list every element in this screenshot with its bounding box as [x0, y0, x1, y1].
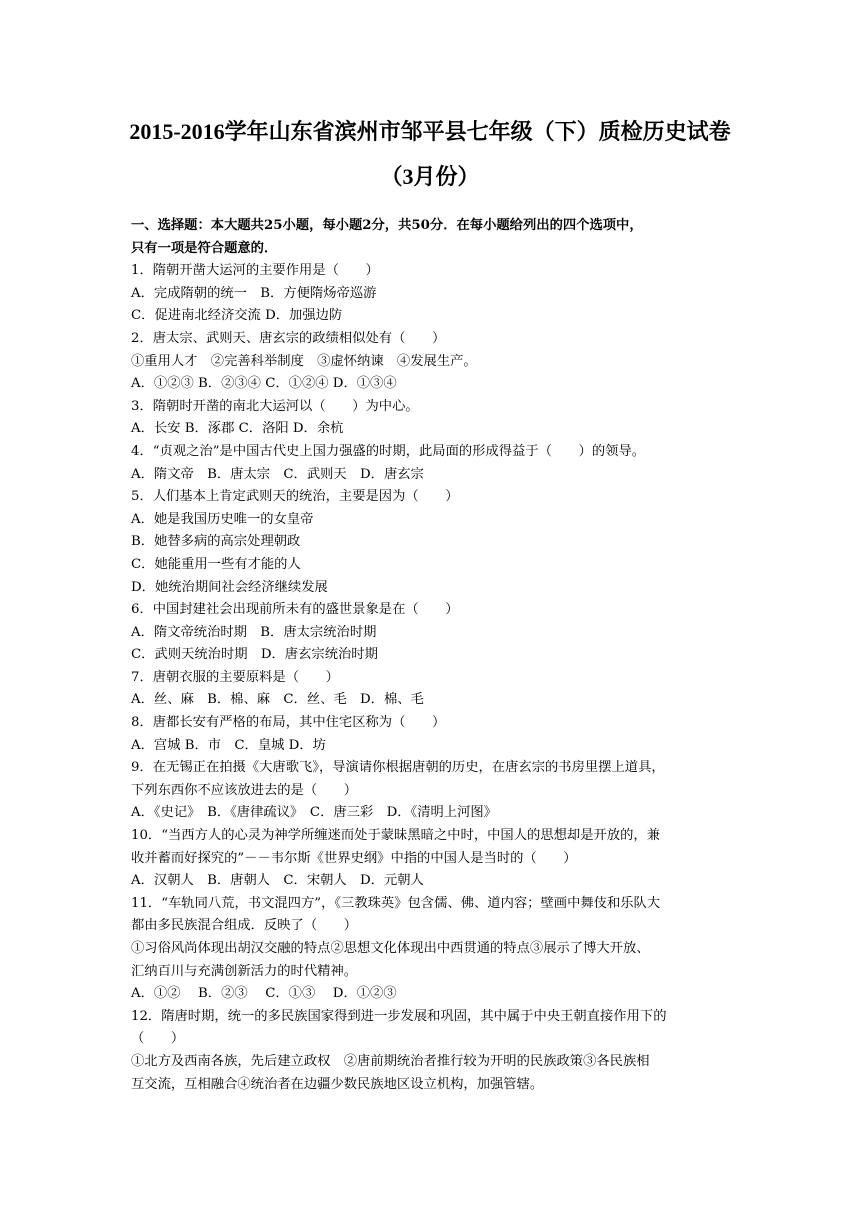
question-text-line: 2．唐太宗、武则天、唐玄宗的政绩相似处有（ ） [131, 330, 446, 346]
exam-content [131, 215, 731, 1096]
question-text-line: A．丝、麻 B．棉、麻 C．丝、毛 D．棉、毛 [131, 692, 424, 708]
question-text-line: 3．隋朝时开凿的南北大运河以（ ）为中心。 [131, 398, 419, 414]
question-text-line: A．宫城 B．市 C．皇城 D．坊 [131, 737, 326, 753]
question-text-line: C．她能重用一些有才能的人 [131, 556, 301, 572]
question-text-line: 9．在无锡正在拍摄《大唐歌飞》，导演请你根据唐朝的历史，在唐玄宗的书房里摆上道具， [131, 760, 665, 776]
question-text-line: 10．“当西方人的心灵为神学所缠迷而处于蒙昧黑暗之中时，中国人的思想却是开放的，兼 [131, 828, 660, 844]
question-text-line: A．完成隋朝的统一 B．方便隋炀帝巡游 [131, 285, 377, 301]
question-text-line: ①重用人才 ②完善科举制度 ③虚怀纳谏 ④发展生产。 [131, 353, 477, 369]
question-list [131, 260, 731, 1096]
question-text-line: A．隋文帝统治时期 B．唐太宗统治时期 [131, 624, 377, 640]
question-text-line: A．汉朝人 B．唐朝人 C．宋朝人 D．元朝人 [131, 873, 424, 889]
question-text-line: 12．隋唐时期，统一的多民族国家得到进一步发展和巩固，其中属于中央王朝直接作用下的 [131, 1008, 667, 1024]
question-text-line: 下列东西你不应该放进去的是（ ） [131, 782, 358, 798]
question-text-line: 11．“车轨同八荒，书文混四方”，《三教珠英》包含儒、佛、道内容；壁画中舞伎和乐队大 [131, 895, 661, 911]
page-title: 2015-2016学年山东省滨州市邹平县七年级（下）质检历史试卷 [129, 119, 731, 144]
question-text-line: A．长安 B．涿郡 C．洛阳 D．余杭 [131, 421, 344, 437]
question-text-line: ①习俗风尚体现出胡汉交融的特点②思想文化体现出中西贯通的特点③展示了博大开放、 [131, 941, 650, 956]
question-text-line: A．《史记》 B．《唐律疏议》 C．唐三彩 D．《清明上河图》 [131, 805, 497, 821]
question-text-line: 1．隋朝开凿大运河的主要作用是（ ） [131, 263, 379, 279]
question-text-line: ①北方及西南各族，先后建立政权 ②唐前期统治者推行较为开明的民族政策③各民族相 [131, 1053, 650, 1069]
question-text-line: C．促进南北经济交流 D．加强边防 [131, 308, 343, 324]
question-text-line: C．武则天统治时期 D．唐玄宗统治时期 [131, 647, 378, 663]
question-text-line: A．隋文帝 B．唐太宗 C．武则天 D．唐玄宗 [131, 466, 424, 482]
section-heading-line-2: 只有一项是符合题意的． [131, 240, 278, 256]
question-text-line: B．她替多病的高宗处理朝政 [131, 534, 301, 550]
section-heading-line-1: 一、选择题：本大题共25小题，每小题2分，共50分．在每小题给列出的四个选项中， [131, 218, 643, 233]
question-text-line: 汇纳百川与充满创新活力的时代精神。 [131, 963, 358, 979]
question-text-line: 都由多民族混合组成．反映了（ ） [131, 918, 358, 934]
question-text-line: A．①②③ B．②③④ C．①②④ D．①③④ [131, 376, 397, 392]
question-text-line: 6．中国封建社会出现前所未有的盛世景象是在（ ） [131, 602, 459, 618]
question-text-line: 收并蓄而好探究的”－－韦尔斯《世界史纲》中指的中国人是当时的（ ） [131, 850, 577, 866]
question-text-line: 互交流，互相融合④统治者在边疆少数民族地区设立机构，加强管辖。 [131, 1076, 544, 1092]
question-text-line: 8．唐都长安有严格的布局，其中住宅区称为（ ） [131, 715, 446, 731]
question-text-line: 4．“贞观之治”是中国古代史上国力强盛的时期，此局面的形成得益于（ ）的领导。 [131, 443, 646, 459]
question-text-line: （ ） [131, 1031, 185, 1047]
page-subtitle: （3月份） [380, 164, 480, 189]
question-text-line: D．她统治期间社会经济继续发展 [131, 579, 328, 595]
question-text-line: A．①② B．②③ C．①③ D．①②③ [131, 986, 397, 1002]
question-text-line: 5．人们基本上肯定武则天的统治，主要是因为（ ） [131, 489, 459, 505]
question-text-line: 7．唐朝衣服的主要原料是（ ） [131, 669, 339, 685]
question-text-line: A．她是我国历史唯一的女皇帝 [131, 511, 314, 527]
